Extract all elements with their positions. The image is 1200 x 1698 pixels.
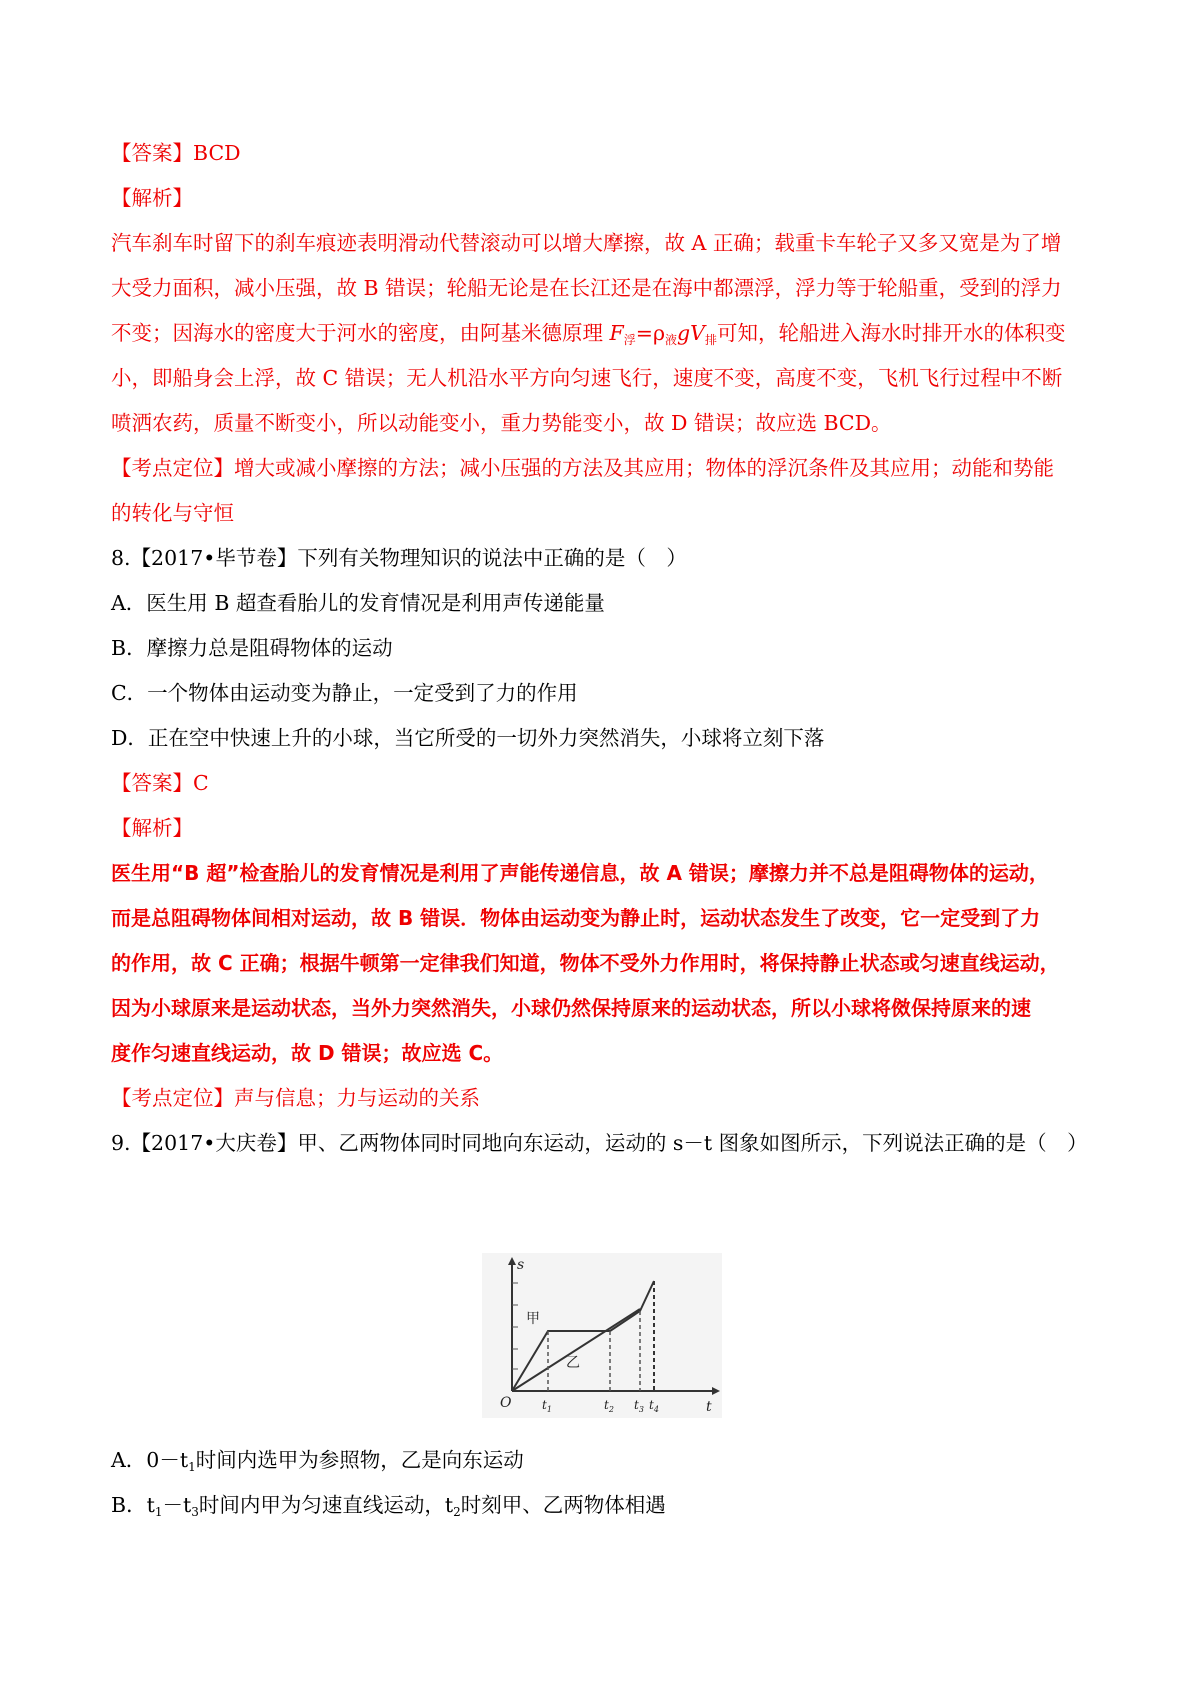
formula-V-sub: 排 <box>704 333 717 347</box>
point-line-2: 的转化与守恒 <box>111 501 234 525</box>
point-line-3 <box>111 1083 1101 1113</box>
analysis-1-line-2: 大受力面积，减小压强，故 B 错误；轮船无论是在长江还是在海中都漂浮，浮力等于轮船重，受到的浮力 <box>111 276 1062 300</box>
question-8-stem <box>111 543 1101 573</box>
curve-yi-label: 乙 <box>566 1355 580 1371</box>
analysis-2-line-4: 因为小球原来是运动状态，当外力突然消失，小球仍然保持原来的运动状态，所以小球将傚保持原来的速 <box>111 996 1031 1020</box>
analysis-tag-2: 【解析】 <box>111 816 193 840</box>
y-axis-label: s <box>517 1257 525 1273</box>
question-9-option-a <box>111 1445 1101 1482</box>
q9-a-pre: A．0－t <box>111 1448 189 1472</box>
point-tag: 【考点定位】 <box>111 456 234 480</box>
formula-V: V <box>690 321 705 345</box>
q9-b-post: 时刻甲、乙两物体相遇 <box>460 1493 666 1517</box>
question-9-stem <box>111 1128 1101 1158</box>
analysis-1-line-4: 小，即船身会上浮，故 C 错误；无人机沿水平方向匀速飞行，速度不变，高度不变，飞机飞行过程中不断 <box>111 366 1063 390</box>
point-text-2: 声与信息；力与运动的关系 <box>234 1086 480 1110</box>
analysis-tag: 【解析】 <box>111 186 193 210</box>
tick-label-t4: $t_4$ <box>649 1398 659 1414</box>
analysis-heading-1 <box>111 183 1101 213</box>
question-8-option-c: C．一个物体由运动变为静止，一定受到了力的作用 <box>111 681 578 705</box>
point-tag-2: 【考点定位】 <box>111 1086 234 1110</box>
analysis-1-line-3a: 不变；因海水的密度大于河水的密度，由阿基米德原理 <box>111 321 603 345</box>
answer-line-2 <box>111 768 1101 798</box>
q9-a-post: 时间内选甲为参照物，乙是向东运动 <box>195 1448 524 1472</box>
question-8-text: 下列有关物理知识的说法中正确的是（ ） <box>297 546 687 570</box>
answer-value: BCD <box>193 141 241 165</box>
analysis-2-line-2: 而是总阻碍物体间相对运动，故 B 错误．物体由运动变为静止时，运动状态发生了改变，它一定受到了力 <box>111 906 1041 930</box>
tick-label-t2: $t_2$ <box>604 1398 614 1414</box>
q9-a-sub: 1 <box>188 1460 196 1474</box>
question-9-number: 9. <box>111 1131 131 1155</box>
question-8-source: 【2017•毕节卷】 <box>130 546 298 570</box>
point-line-1 <box>111 453 1101 483</box>
answer-value-2: C <box>193 771 209 795</box>
st-graph-figure <box>482 1253 722 1418</box>
question-9-text: 甲、乙两物体同时同地向东运动，运动的 s－t 图象如图所示，下列说法正确的是（ ） <box>297 1131 1088 1155</box>
question-8-option-d: D．正在空中快速上升的小球，当它所受的一切外力突然消失，小球将立刻下落 <box>111 726 825 750</box>
q9-b-sub1: 1 <box>154 1505 163 1519</box>
formula-F-sub: 浮 <box>623 333 636 347</box>
answer-tag-2: 【答案】 <box>111 771 193 795</box>
q9-b-sub3: 2 <box>453 1505 461 1519</box>
analysis-2-line-1: 医生用“B 超”检查胎儿的发育情况是利用了声能传递信息，故 A 错误；摩擦力并不总是阻碍物体的运动， <box>111 861 1049 885</box>
question-9-source: 【2017•大庆卷】 <box>130 1131 298 1155</box>
formula-F: F <box>609 321 624 345</box>
answer-line-1 <box>111 138 1101 168</box>
analysis-2-line-5: 度作匀速直线运动，故 D 错误；故应选 C。 <box>111 1041 504 1065</box>
q9-b-sub2: 3 <box>191 1505 199 1519</box>
analysis-1-line-5: 喷洒农药，质量不断变小，所以动能变小，重力势能变小，故 D 错误；故应选 BCD。 <box>111 411 892 435</box>
analysis-1-line-3b: 可知，轮船进入海水时排开水的体积变 <box>716 321 1066 345</box>
x-axis-label: t <box>706 1399 712 1415</box>
curve-jia-label: 甲 <box>526 1311 540 1327</box>
question-8-option-a: A．医生用 B 超查看胎儿的发育情况是利用声传递能量 <box>111 591 605 615</box>
q9-b-mid2: 时间内甲为匀速直线运动，t <box>198 1493 454 1517</box>
tick-label-t3: $t_3$ <box>634 1398 644 1414</box>
question-9-option-b <box>111 1490 1101 1527</box>
analysis-2-line-3: 的作用，故 C 正确；根据牛顿第一定律我们知道，物体不受外力作用时，将保持静止状态或匀速直线运动， <box>111 951 1060 975</box>
point-text-1: 增大或减小摩擦的方法；减小压强的方法及其应用；物体的浮沉条件及其应用；动能和势能 <box>234 456 1054 480</box>
question-8-option-b: B．摩擦力总是阻碍物体的运动 <box>111 636 393 660</box>
q9-b-pre: B．t <box>111 1493 155 1517</box>
question-8-number: 8. <box>111 546 131 570</box>
tick-label-t1: $t_1$ <box>542 1398 552 1414</box>
analysis-1-line-3 <box>111 318 1101 355</box>
analysis-heading-2 <box>111 813 1101 843</box>
origin-label: O <box>500 1395 512 1411</box>
formula-g: g <box>677 321 691 345</box>
formula-rho-sub: 液 <box>665 333 678 347</box>
formula-eq-rho: =ρ <box>635 321 666 345</box>
figure-background <box>482 1253 722 1418</box>
analysis-1-line-1: 汽车刹车时留下的刹车痕迹表明滑动代替滚动可以增大摩擦，故 A 正确；载重卡车轮子又多又宽是为了增 <box>111 231 1062 255</box>
answer-tag: 【答案】 <box>111 141 193 165</box>
q9-b-mid: －t <box>162 1493 192 1517</box>
